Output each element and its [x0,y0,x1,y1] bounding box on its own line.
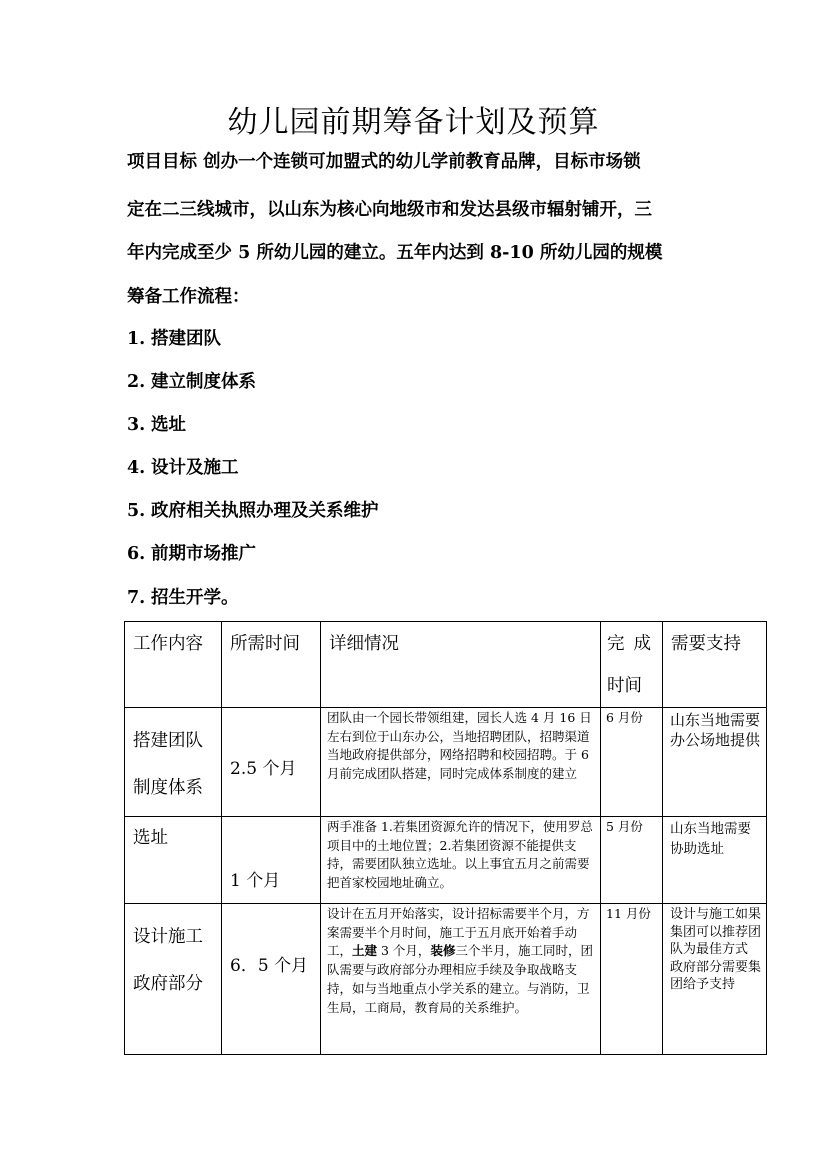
workflow-step [127,372,256,393]
table-row [125,904,767,1055]
step-number: 6. [127,544,146,564]
row-content: 搭建团队 制度体系 [125,708,222,817]
header-content: 工作内容 [125,622,222,708]
step-number: 5. [127,501,146,521]
row-detail: 团队由一个园长带领组建，园长人选 4 月 16 日左右到位于山东办公，当地招聘团队，招聘渠道当地政府提供部分，网络招聘和校园招聘。于 6 月前完成团队搭建，同时完成体系制度的建立 [321,708,601,817]
table-header-row [125,622,767,708]
row-time: 6．5 个月 [222,904,321,1055]
goal-line-1: 项目目标 创办一个连锁可加盟式的幼儿学前教育品牌，目标市场锁 [127,152,641,172]
step-text: 招生开学。 [151,588,239,608]
header-time: 所需时间 [222,622,321,708]
header-done: 完成 时间 [601,622,663,708]
row-support: 山东当地需要办公场地提供 [663,708,767,817]
goal-line-3: 年内完成至少 5 所幼儿园的建立。五年内达到 8-10 所幼儿园的规模 [127,243,663,263]
table-row [125,708,767,817]
workflow-step [127,458,239,479]
row-done: 11 月份 [601,904,663,1055]
workflow-step [127,544,256,565]
workflow-step [127,329,221,350]
step-number: 2. [127,372,146,392]
workflow-heading: 筹备工作流程： [127,287,250,307]
step-text: 选址 [151,415,186,435]
row-done: 6 月份 [601,708,663,817]
plan-table [124,621,767,1055]
workflow-step [127,501,379,522]
row-done: 5 月份 [601,817,663,904]
row-time: 2.5 个月 [222,708,321,817]
workflow-step [127,588,239,609]
step-text: 搭建团队 [151,329,221,349]
header-support: 需要支持 [663,622,767,708]
step-number: 1. [127,329,146,349]
step-text: 前期市场推广 [151,544,256,564]
step-text: 政府相关执照办理及关系维护 [151,501,379,521]
row-content: 设计施工 政府部分 [125,904,222,1055]
row-support: 设计与施工如果集团可以推荐团队为最佳方式 政府部分需要集团给予支持 [663,904,767,1055]
step-text: 设计及施工 [151,458,239,478]
table-row [125,817,767,904]
workflow-step [127,415,186,436]
page-title: 幼儿园前期筹备计划及预算 [227,105,600,140]
step-number: 4. [127,458,146,478]
step-number: 7. [127,588,146,608]
step-text: 建立制度体系 [151,372,256,392]
step-number: 3. [127,415,146,435]
header-detail: 详细情况 [321,622,601,708]
row-detail-text: 设计在五月开始落实，设计招标需要半个月，方案需要半个月时间，施工于五月底开始着手动工，土建 3 个月，装修三个半月，施工同时，团队需要与政府部分办理相应手续及争取战略支持，如与当地重点小学关系的建立。与消防，卫生局，工商局，教育局的关系维护。 [327,906,593,1015]
row-detail [321,904,601,1055]
row-content: 选址 [125,817,222,904]
goal-line-2: 定在二三线城市，以山东为核心向地级市和发达县级市辐射铺开，三 [127,200,652,220]
row-support: 山东当地需要协助选址 [663,817,767,904]
row-time: 1 个月 [222,817,321,904]
row-detail: 两手准备 1.若集团资源允许的情况下，使用罗总项目中的土地位置；2.若集团资源不能提供支持，需要团队独立选址。以上事宜五月之前需要把首家校园地址确立。 [321,817,601,904]
